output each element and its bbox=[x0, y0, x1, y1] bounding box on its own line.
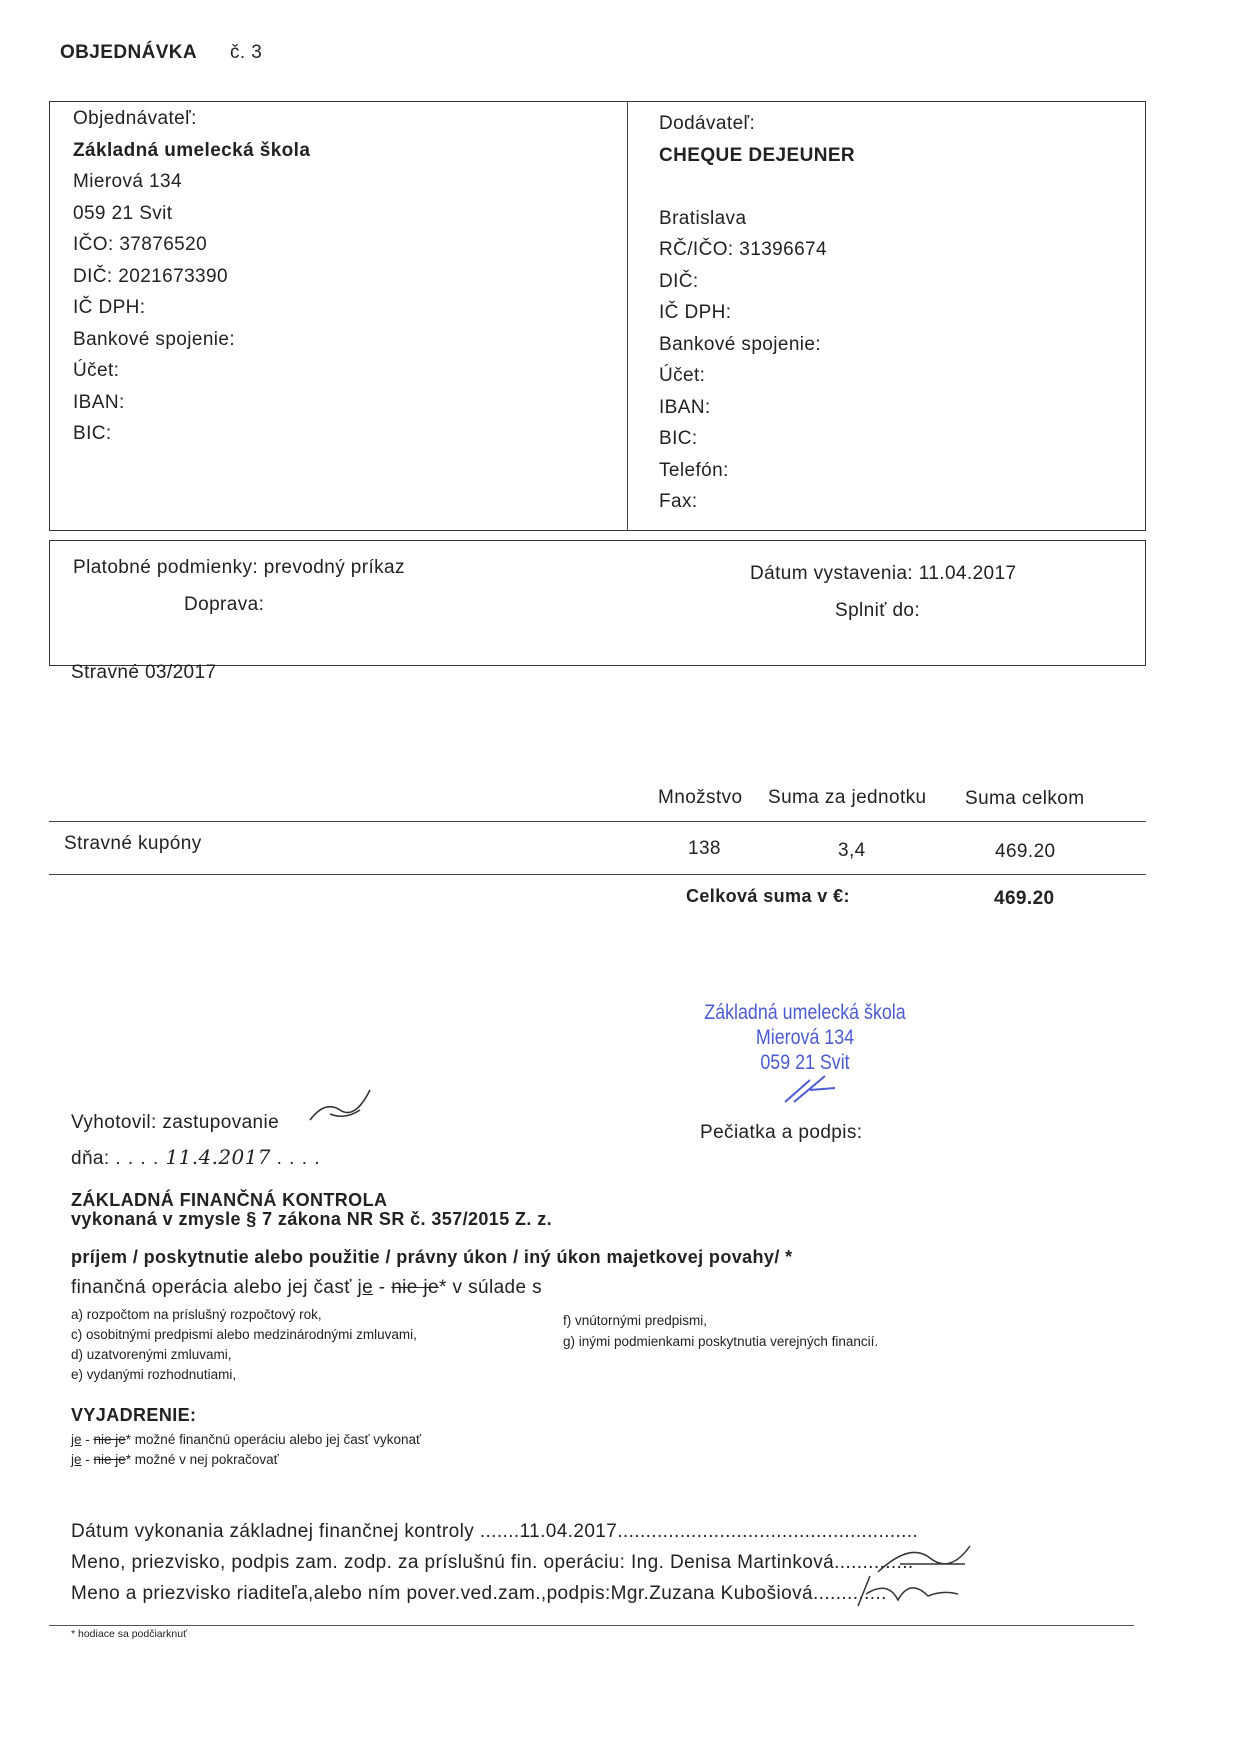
control-date-value: 11.04.2017 bbox=[519, 1521, 618, 1542]
parties-divider bbox=[627, 101, 628, 531]
footnote-rule bbox=[49, 1625, 1134, 1626]
dots: ............. bbox=[812, 1583, 887, 1604]
responsible-text: Meno, priezvisko, podpis zam. zodp. za príslušnú fin. operáciu: Ing. Denisa Martinková bbox=[71, 1552, 835, 1573]
supplier-section bbox=[659, 108, 855, 518]
stamp-line: 059 21 Svit bbox=[760, 1051, 850, 1074]
order-subject: Stravné 03/2017 bbox=[71, 662, 217, 683]
director-text: Meno a priezvisko riaditeľa,alebo ním pover.ved.zam.,podpis:Mgr.Zuzana Kubošiová bbox=[71, 1583, 813, 1604]
table-row-rule bbox=[49, 874, 1146, 875]
statement-je: je bbox=[71, 1432, 82, 1447]
buyer-line: Účet: bbox=[73, 360, 120, 381]
list-item: g) inými podmienkami poskytnutia verejných financií. bbox=[563, 1334, 879, 1349]
control-title: ZÁKLADNÁ FINANČNÁ KONTROLA bbox=[71, 1190, 388, 1210]
date-dots: . . . . bbox=[276, 1148, 321, 1169]
compliance-dash: - bbox=[373, 1277, 392, 1298]
header-quantity: Množstvo bbox=[658, 787, 743, 808]
list-item: d) uzatvorenými zmluvami, bbox=[71, 1347, 232, 1362]
stamp-line: Základná umelecká škola bbox=[704, 1001, 906, 1024]
total-label: Celková suma v €: bbox=[686, 886, 850, 906]
buyer-line: DIČ: 2021673390 bbox=[73, 265, 228, 287]
statement-title: VYJADRENIE: bbox=[71, 1405, 197, 1425]
control-compliance bbox=[71, 1277, 542, 1299]
control-date-line bbox=[71, 1521, 918, 1543]
list-item: a) rozpočtom na príslušný rozpočtový rok, bbox=[71, 1307, 322, 1322]
buyer-line: IČO: 37876520 bbox=[73, 234, 208, 255]
buyer-line: 059 21 Svit bbox=[73, 202, 173, 224]
statement-rest: * možné v nej pokračovať bbox=[125, 1452, 279, 1467]
date-dots: . . . . bbox=[115, 1148, 166, 1169]
date-handwritten: 11.4.2017 bbox=[165, 1145, 271, 1169]
supplier-line: IBAN: bbox=[659, 396, 711, 418]
total-value: 469.20 bbox=[994, 888, 1055, 909]
statement-rest: * možné finančnú operáciu alebo jej časť vykonať bbox=[125, 1432, 422, 1447]
supplier-line: Účet: bbox=[659, 365, 706, 386]
statement-2 bbox=[71, 1452, 279, 1467]
statement-nieje: nie je bbox=[93, 1432, 126, 1447]
date-label: dňa: bbox=[71, 1148, 110, 1169]
buyer-line: BIC: bbox=[73, 423, 112, 444]
list-item: f) vnútornými predpismi, bbox=[563, 1313, 708, 1328]
control-list-left bbox=[71, 1305, 417, 1385]
supplier-line: Fax: bbox=[659, 491, 698, 512]
supplier-line: Telefón: bbox=[659, 459, 729, 481]
supplier-line: RČ/IČO: 31396674 bbox=[659, 239, 827, 260]
compliance-text: finančná operácia alebo jej časť bbox=[71, 1277, 358, 1298]
dots: ..................................................... bbox=[617, 1521, 919, 1542]
dots: ....... bbox=[479, 1521, 520, 1542]
deliver-by: Splniť do: bbox=[835, 600, 921, 621]
list-item: c) osobitnými predpismi alebo medzinárodnými zmluvami, bbox=[71, 1327, 417, 1342]
buyer-line: Bankové spojenie: bbox=[73, 328, 236, 350]
control-operation-types: príjem / poskytnutie alebo použitie / právny úkon / iný úkon majetkovej povahy/ * bbox=[71, 1247, 793, 1267]
supplier-line: Bankové spojenie: bbox=[659, 333, 822, 355]
control-subtitle: vykonaná v zmysle § 7 zákona NR SR č. 357/2015 Z. z. bbox=[71, 1209, 553, 1229]
item-unit-price: 3,4 bbox=[838, 840, 866, 861]
buyer-line: Mierová 134 bbox=[73, 171, 182, 192]
director-line bbox=[71, 1583, 887, 1605]
statement-nieje: nie je bbox=[93, 1452, 126, 1467]
compliance-suffix: * v súlade s bbox=[439, 1277, 543, 1298]
document-title bbox=[60, 42, 262, 64]
stamp-line: Mierová 134 bbox=[755, 1026, 855, 1049]
issue-date: Dátum vystavenia: 11.04.2017 bbox=[750, 563, 1017, 584]
prepared-signature bbox=[300, 1080, 390, 1130]
item-name: Stravné kupóny bbox=[64, 833, 202, 854]
supplier-line: IČ DPH: bbox=[659, 302, 732, 323]
buyer-name: Základná umelecká škola bbox=[73, 139, 311, 161]
statement-dash: - bbox=[81, 1432, 94, 1447]
date-row bbox=[71, 1145, 321, 1170]
control-list-right bbox=[563, 1310, 878, 1352]
buyer-line: IBAN: bbox=[73, 391, 125, 413]
supplier-line: Bratislava bbox=[659, 207, 747, 229]
buyer-label: Objednávateľ: bbox=[73, 108, 197, 129]
prepared-by: Vyhotovil: zastupovanie bbox=[71, 1112, 280, 1133]
order-title: OBJEDNÁVKA bbox=[60, 42, 197, 63]
director-signature bbox=[848, 1570, 968, 1612]
responsible-line bbox=[71, 1552, 914, 1574]
list-item: e) vydanými rozhodnutiami, bbox=[71, 1367, 237, 1382]
buyer-line: IČ DPH: bbox=[73, 297, 146, 318]
header-unit-price: Suma za jednotku bbox=[768, 787, 927, 808]
table-top-rule bbox=[49, 821, 1146, 822]
item-total: 469.20 bbox=[995, 841, 1056, 862]
school-stamp bbox=[699, 1000, 912, 1075]
supplier-line: BIC: bbox=[659, 428, 698, 449]
control-date-label: Dátum vykonania základnej finančnej kontroly bbox=[71, 1521, 480, 1542]
statement-1 bbox=[71, 1432, 421, 1447]
order-number: č. 3 bbox=[230, 42, 263, 63]
item-qty: 138 bbox=[688, 838, 721, 859]
buyer-section bbox=[73, 103, 310, 450]
footnote: * hodiace sa podčiarknuť bbox=[71, 1628, 188, 1640]
stamp-signature bbox=[780, 1072, 840, 1108]
supplier-name: CHEQUE DEJEUNER bbox=[659, 144, 856, 166]
supplier-line: DIČ: bbox=[659, 270, 699, 292]
statement-dash: - bbox=[81, 1452, 94, 1467]
stamp-and-signature-label: Pečiatka a podpis: bbox=[700, 1122, 863, 1143]
dots: .............. bbox=[834, 1552, 914, 1573]
payment-terms: Platobné podmienky: prevodný príkaz bbox=[73, 557, 405, 578]
statement-je: je bbox=[71, 1452, 82, 1467]
compliance-nieje: nie je bbox=[391, 1277, 440, 1298]
transport: Doprava: bbox=[184, 594, 265, 615]
compliance-je: je bbox=[357, 1277, 374, 1298]
header-total: Suma celkom bbox=[965, 788, 1085, 809]
supplier-label: Dodávateľ: bbox=[659, 113, 756, 134]
